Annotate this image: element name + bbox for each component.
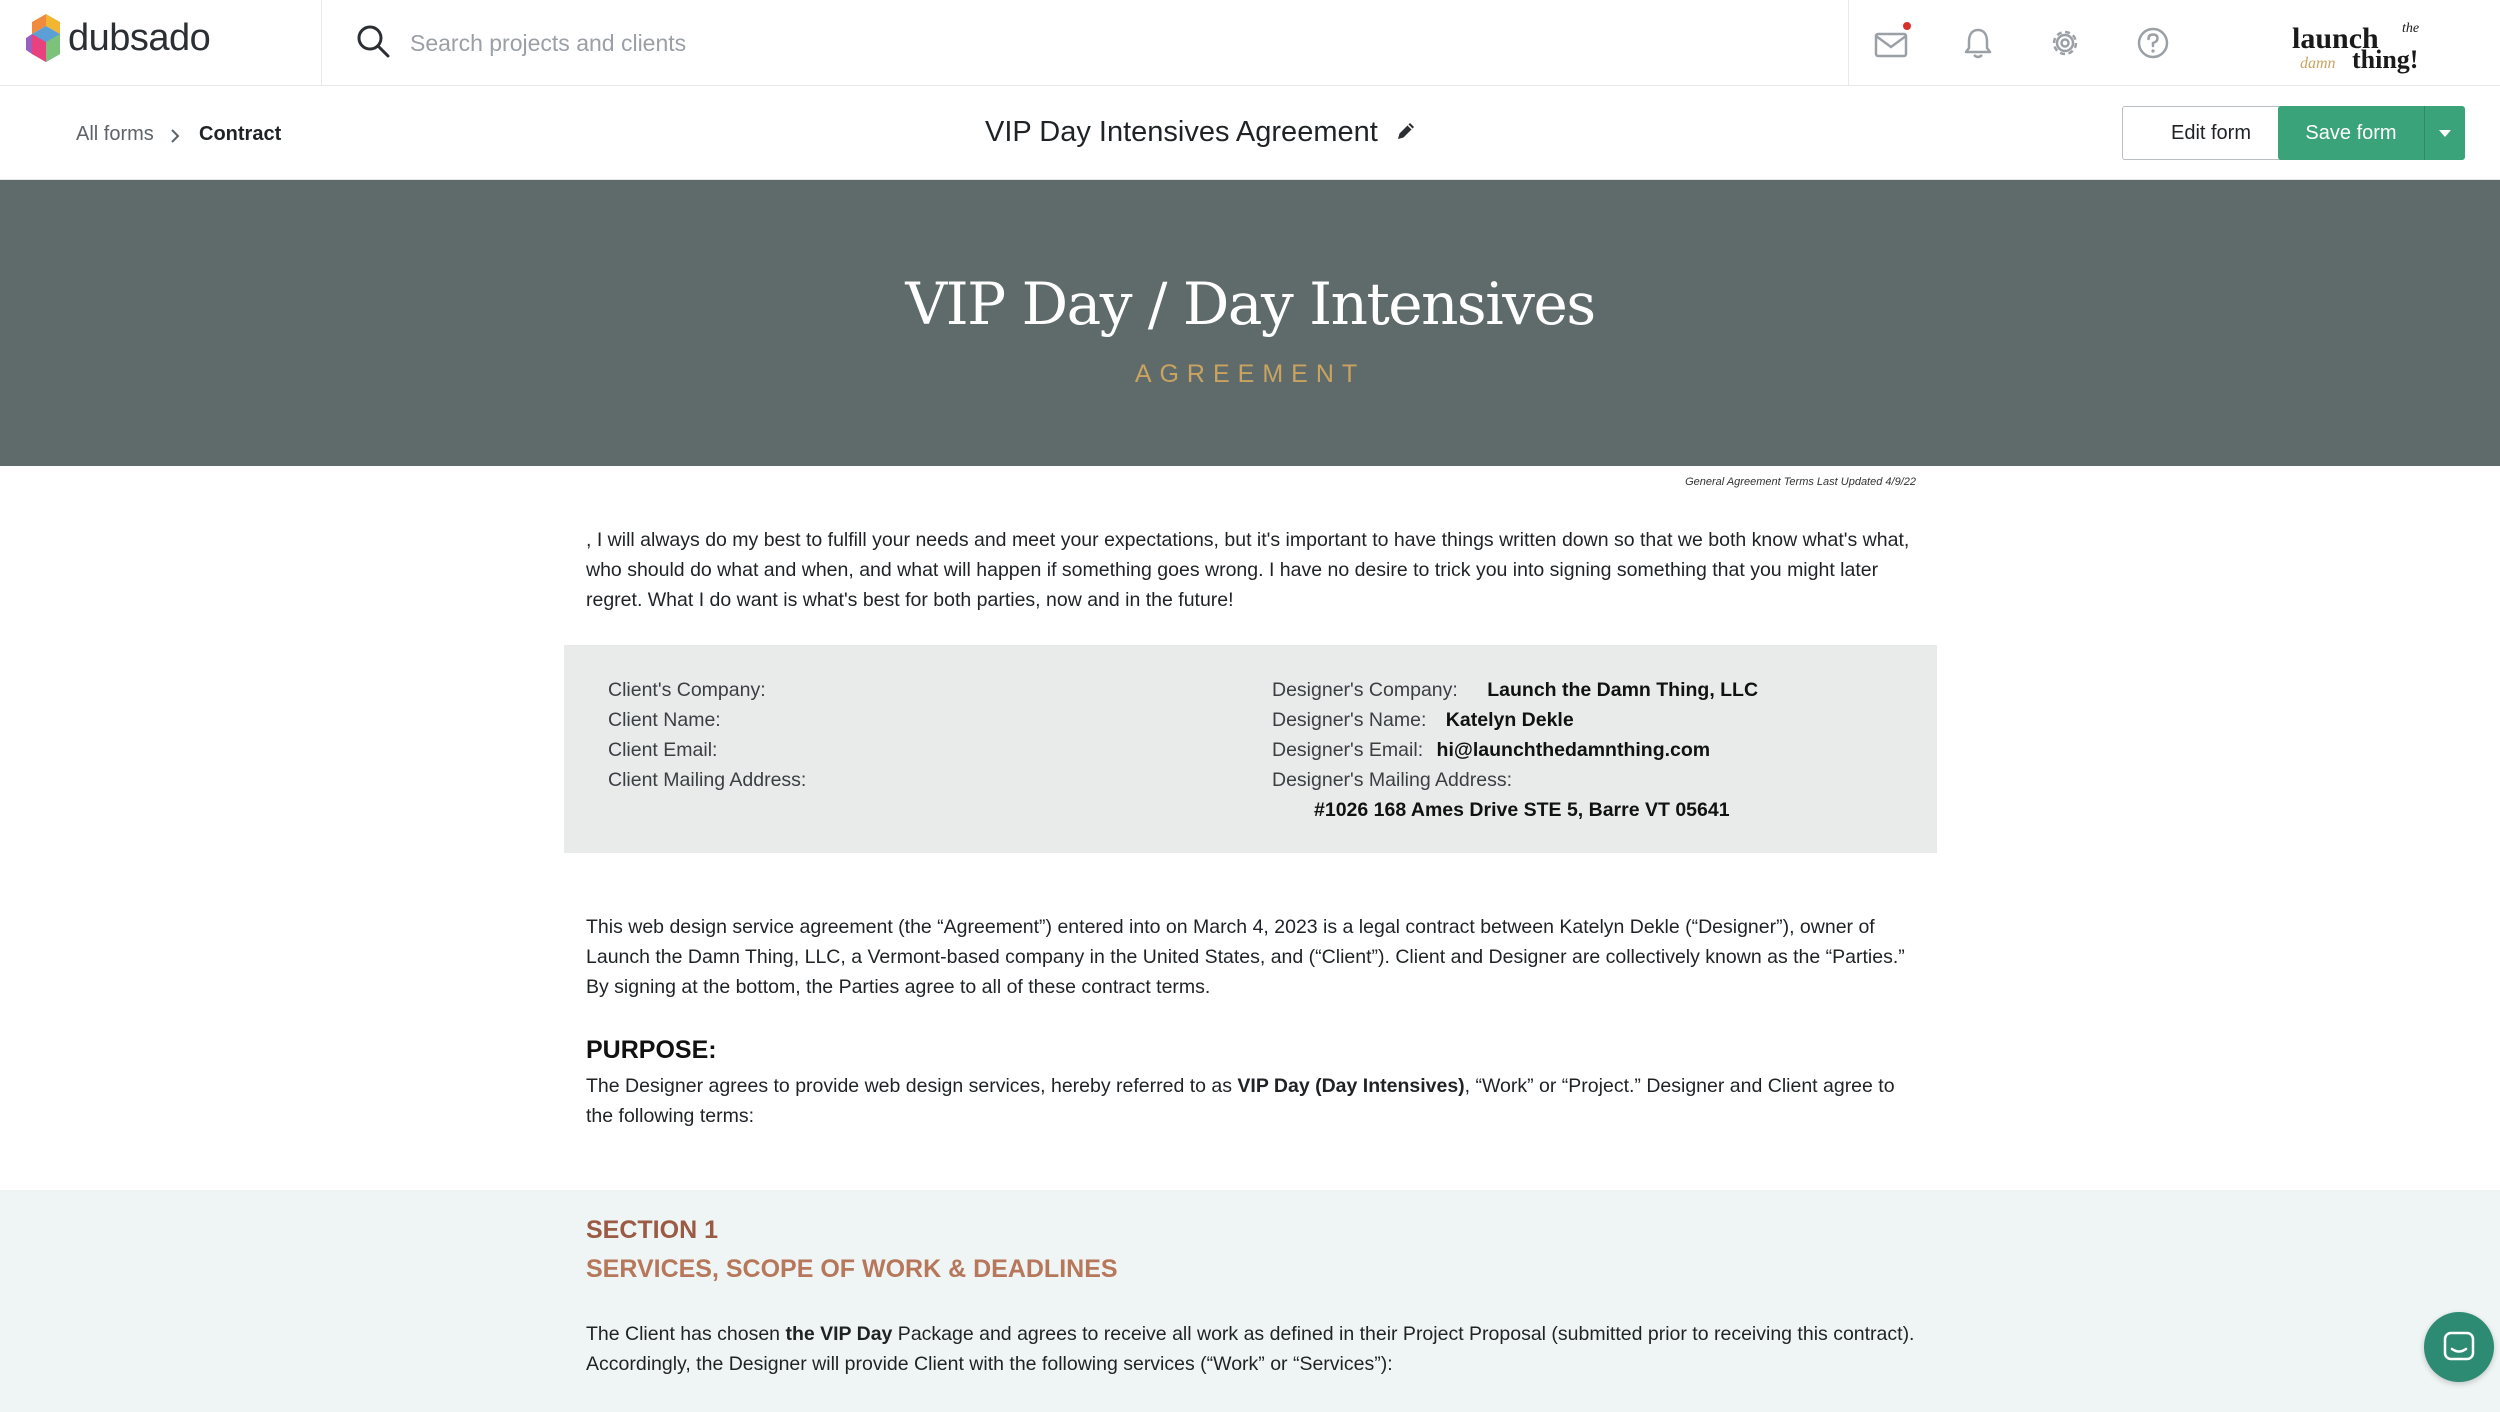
hero-banner xyxy=(0,180,2500,466)
client-email-label: Client Email: xyxy=(608,739,718,761)
brand-line2: the xyxy=(2402,21,2420,36)
purpose-service-name: VIP Day (Day Intensives) xyxy=(1237,1075,1465,1097)
designer-email: hi@launchthedamnthing.com xyxy=(1436,739,1711,761)
brand-logo[interactable] xyxy=(2290,10,2440,76)
edit-form-button[interactable]: Edit form xyxy=(2122,106,2300,160)
help-icon xyxy=(2135,25,2171,61)
designer-address: #1026 168 Ames Drive STE 5, Barre VT 05641 xyxy=(1314,799,1730,821)
dubsado-logo-icon xyxy=(26,14,60,66)
purpose-text-end: , “Work” or “Project.” Designer and Client agree to the following terms: xyxy=(586,1075,1895,1127)
top-bar xyxy=(0,0,2500,86)
designer-address-row xyxy=(1272,765,1758,825)
form-title: VIP Day Intensives Agreement xyxy=(985,116,1378,148)
breadcrumb-all-forms[interactable]: All forms xyxy=(76,123,154,145)
designer-name-row xyxy=(1272,705,1758,735)
section-1-paragraph xyxy=(586,1319,1916,1379)
save-form-button[interactable]: Save form xyxy=(2278,106,2424,160)
gear-icon xyxy=(2047,25,2083,61)
bell-icon xyxy=(1960,25,1996,61)
client-address-label: Client Mailing Address: xyxy=(608,769,807,791)
client-info xyxy=(608,675,806,795)
section-1-number: SECTION 1 xyxy=(586,1216,718,1244)
brand-line1: launch xyxy=(2292,22,2379,55)
chat-launcher-button[interactable] xyxy=(2424,1312,2494,1382)
unread-badge xyxy=(1901,20,1913,32)
help-button[interactable] xyxy=(2135,22,2177,64)
app-logo[interactable] xyxy=(0,0,322,86)
purpose-paragraph xyxy=(586,1071,1916,1131)
client-name-label: Client Name: xyxy=(608,709,721,731)
designer-email-label: Designer's Email: xyxy=(1272,739,1424,761)
client-company-label: Client's Company: xyxy=(608,679,766,701)
save-options-dropdown[interactable] xyxy=(2424,106,2465,160)
designer-name-label: Designer's Name: xyxy=(1272,709,1427,731)
section-1-text-end: Package and agrees to receive all work as defined in their Project Proposal (submitted prior to receiving this contract). Accordingly, the Designer will provide Client with the following services (“Work” or “Services”): xyxy=(586,1323,1915,1375)
section-1-package-name: the VIP Day xyxy=(785,1323,893,1345)
designer-info xyxy=(1272,675,1758,825)
settings-button[interactable] xyxy=(2047,22,2089,64)
pencil-icon[interactable] xyxy=(1394,119,1418,143)
search-icon[interactable] xyxy=(356,24,390,58)
agreement-paragraph: This web design service agreement (the “Agreement”) entered into on March 4, 2023 is a legal contract between Katelyn Dekle (“Designer”), owner of Launch the Damn Thing, LLC, a Vermont-based company in the United States, and (“Client”). Client and Designer are collectively known as the “Parties.” By signing at the bottom, the Parties agree to all of these contract terms. xyxy=(586,916,1905,998)
brand-line3: damn xyxy=(2300,55,2336,72)
section-1-text-start: The Client has chosen xyxy=(586,1323,786,1345)
designer-address-label: Designer's Mailing Address: xyxy=(1272,769,1512,791)
hero-title: VIP Day / Day Intensives xyxy=(905,270,1595,338)
notifications-button[interactable] xyxy=(1960,22,2002,64)
breadcrumb-current: Contract xyxy=(199,123,282,145)
purpose-heading: PURPOSE: xyxy=(586,1036,717,1064)
hero-subtitle: AGREEMENT xyxy=(1134,360,1366,388)
designer-name: Katelyn Dekle xyxy=(1445,709,1574,731)
brand-line4: thing! xyxy=(2352,45,2419,74)
app-name: dubsado xyxy=(68,17,211,59)
chat-icon xyxy=(2442,1330,2476,1364)
form-header xyxy=(0,86,2500,180)
mail-button[interactable] xyxy=(1873,22,1915,64)
search-input[interactable] xyxy=(410,22,1810,64)
parties-info-box xyxy=(564,645,1937,853)
section-1-title: SERVICES, SCOPE OF WORK & DEADLINES xyxy=(586,1255,1118,1283)
designer-email-row xyxy=(1272,735,1758,765)
designer-company-row xyxy=(1272,675,1758,705)
purpose-text-start: The Designer agrees to provide web design services, hereby referred to as xyxy=(586,1075,1238,1097)
terms-updated-note: General Agreement Terms Last Updated 4/9/22 xyxy=(1685,476,1916,488)
chevron-right-icon xyxy=(168,127,182,145)
toolbar-divider xyxy=(1848,0,1849,86)
intro-paragraph: , I will always do my best to fulfill your needs and meet your expectations, but it's important to have things written down so that we both know what's what, who should do what and when, and what will happen if something goes wrong. I have no desire to trick you into signing something that you might later regret. What I do want is what's best for both parties, now and in the future! xyxy=(586,529,1910,611)
designer-company: Launch the Damn Thing, LLC xyxy=(1487,679,1759,701)
designer-company-label: Designer's Company: xyxy=(1272,679,1458,701)
